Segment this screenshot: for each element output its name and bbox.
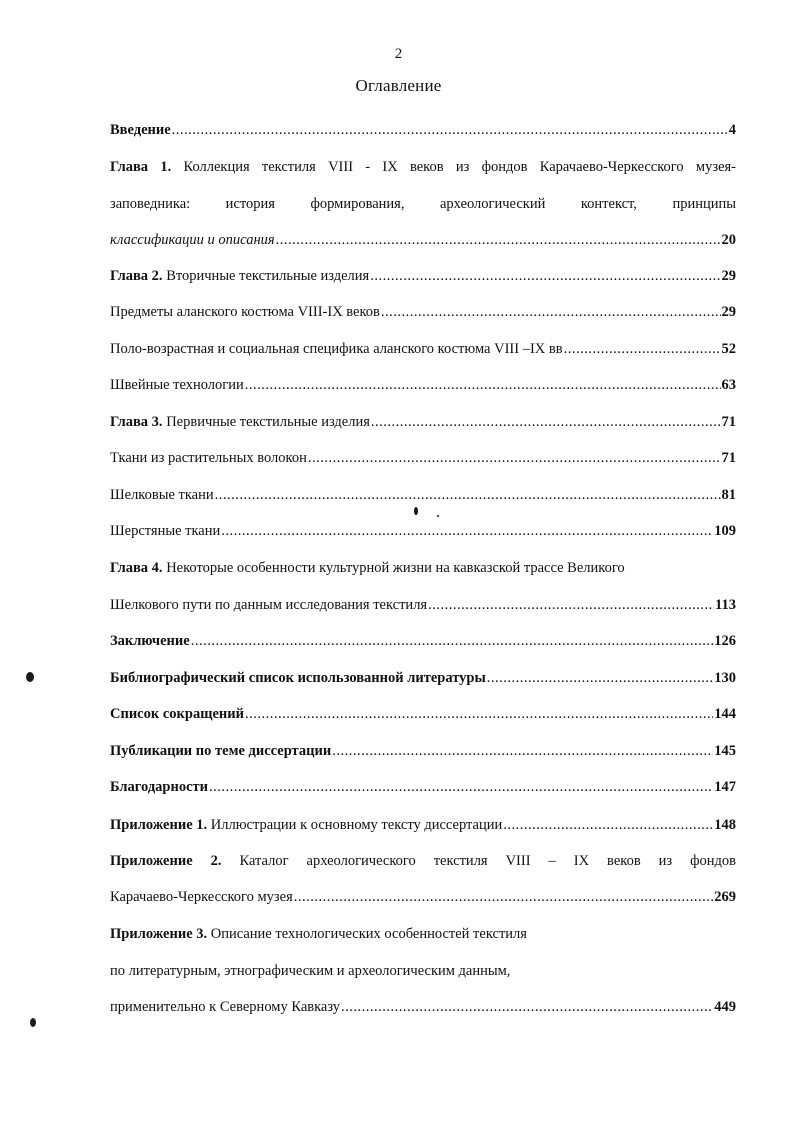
scan-speck	[414, 507, 418, 515]
entry-page: 109	[714, 523, 736, 539]
entry-page: 52	[721, 341, 736, 357]
entry-bold: Благодарности	[110, 779, 209, 795]
entry-text: Коллекция текстиля VIII - IX веков из фондов Карачаево-Черкесского музея-	[171, 159, 736, 175]
toc-entry-sewing[interactable]	[110, 376, 736, 394]
dot-leader	[370, 267, 720, 285]
dot-leader	[172, 121, 728, 139]
toc-entry-chapter-1-end[interactable]	[110, 231, 736, 249]
entry-page: 145	[714, 743, 736, 759]
entry-text: Вторичные текстильные изделия	[162, 268, 370, 284]
entry-page: 20	[721, 232, 736, 248]
entry-bold: Приложение 1.	[110, 817, 208, 833]
entry-text: Карачаево-Черкесского музея	[110, 889, 293, 905]
toc-entry-bibliography[interactable]	[110, 669, 736, 687]
entry-bold: Библиографический список использованной литературы	[110, 670, 486, 686]
scan-speck	[437, 515, 439, 517]
toc-entry-appendix-2-end[interactable]	[110, 888, 736, 906]
entry-text: Шерстяные ткани	[110, 523, 221, 539]
entry-page: 81	[721, 487, 736, 503]
entry-bold: Публикации по теме диссертации	[110, 743, 332, 759]
entry-bold: Список сокращений	[110, 706, 244, 722]
entry-bold: Глава 4.	[110, 560, 163, 576]
entry-page: 144	[714, 706, 736, 722]
entry-bold: Введение	[110, 122, 171, 138]
dot-leader	[245, 705, 713, 723]
entry-bold: Глава 3.	[110, 414, 163, 430]
dot-leader	[191, 632, 714, 650]
dot-leader	[308, 449, 721, 467]
entry-bold: Приложение 2.	[110, 853, 222, 869]
scan-speck	[26, 672, 34, 682]
toc-entry-silk[interactable]	[110, 486, 736, 504]
dot-leader	[215, 486, 721, 504]
entry-bold: Глава 1.	[110, 159, 172, 175]
entry-bold: Заключение	[110, 633, 190, 649]
toc-entry-appendix-3-end[interactable]	[110, 998, 736, 1016]
toc-entry-alan-costume[interactable]	[110, 303, 736, 321]
entry-page: 148	[714, 817, 736, 833]
toc-entry-gender-age[interactable]	[110, 340, 736, 358]
entry-text: по литературным, этнографическим и археологическим данным,	[110, 963, 511, 979]
entry-page: 29	[721, 268, 736, 284]
entry-text: Предметы аланского костюма VIII-IX веков	[110, 304, 380, 320]
entry-text: Швейные технологии	[110, 377, 244, 393]
entry-text: Описание технологических особенностей текстиля	[207, 926, 527, 942]
entry-text: Ткани из растительных волокон	[110, 450, 307, 466]
page-number: 2	[394, 46, 403, 62]
entry-page: 63	[721, 377, 736, 393]
toc-entry-acknowledgements[interactable]	[110, 778, 736, 796]
entry-page: 147	[714, 779, 736, 795]
toc-entry-abbreviations[interactable]	[110, 705, 736, 723]
entry-page: 130	[714, 670, 736, 686]
dot-leader	[332, 742, 713, 760]
toc-entry-conclusion[interactable]	[110, 632, 736, 650]
entry-text: применительно к Северному Кавказу	[110, 999, 341, 1015]
dot-leader	[245, 376, 721, 394]
toc-entry-plant-fibers[interactable]	[110, 449, 736, 467]
entry-page: 71	[721, 450, 736, 466]
entry-text: заповедника: история формирования, археологический контекст, принципы	[110, 196, 736, 212]
entry-text: Некоторые особенности культурной жизни на кавказской трассе Великого	[162, 560, 625, 576]
entry-text: Каталог археологического текстиля VIII – IX веков из фондов	[221, 853, 737, 869]
toc-entry-chapter-1[interactable]	[110, 158, 736, 176]
toc-entry-appendix-3-cont	[110, 962, 736, 980]
entry-page: 269	[714, 889, 736, 905]
toc-entry-wool[interactable]	[110, 522, 736, 540]
entry-bold: Приложение 3.	[110, 926, 208, 942]
entry-italic: классификации и описания	[110, 232, 275, 248]
toc-entry-introduction[interactable]	[110, 121, 736, 139]
entry-text: Первичные текстильные изделия	[162, 414, 370, 430]
dot-leader	[564, 340, 721, 358]
toc-entry-chapter-1-cont	[110, 195, 736, 213]
entry-page: 113	[715, 597, 736, 613]
toc-entry-publications[interactable]	[110, 742, 736, 760]
toc-entry-chapter-2[interactable]	[110, 267, 736, 285]
entry-page: 449	[714, 999, 736, 1015]
entry-text: Поло-возрастная и социальная специфика аланского костюма VIII –IX вв	[110, 341, 563, 357]
toc-entry-chapter-3[interactable]	[110, 413, 736, 431]
toc-title: Оглавление	[355, 76, 442, 95]
entry-page: 126	[714, 633, 736, 649]
entry-page: 29	[721, 304, 736, 320]
dot-leader	[487, 669, 713, 687]
entry-text: Шелкового пути по данным исследования текстиля	[110, 597, 428, 613]
scan-speck	[30, 1018, 36, 1027]
dot-leader	[428, 596, 714, 614]
dot-leader	[341, 998, 713, 1016]
toc-entry-appendix-1[interactable]	[110, 816, 736, 834]
dot-leader	[294, 888, 713, 906]
toc-entry-appendix-3[interactable]	[110, 925, 736, 943]
entry-text: Шелковые ткани	[110, 487, 214, 503]
dot-leader	[276, 231, 721, 249]
dot-leader	[221, 522, 713, 540]
toc-entry-appendix-2[interactable]	[110, 852, 736, 870]
dot-leader	[371, 413, 721, 431]
entry-bold: Глава 2.	[110, 268, 163, 284]
entry-text: Иллюстрации к основному тексту диссертации	[207, 817, 503, 833]
dot-leader	[381, 303, 721, 321]
dot-leader	[209, 778, 713, 796]
toc-entry-chapter-4-end[interactable]	[110, 596, 736, 614]
entry-page: 71	[721, 414, 736, 430]
dot-leader	[503, 816, 713, 834]
entry-page: 4	[728, 122, 736, 138]
toc-entry-chapter-4[interactable]	[110, 559, 736, 577]
